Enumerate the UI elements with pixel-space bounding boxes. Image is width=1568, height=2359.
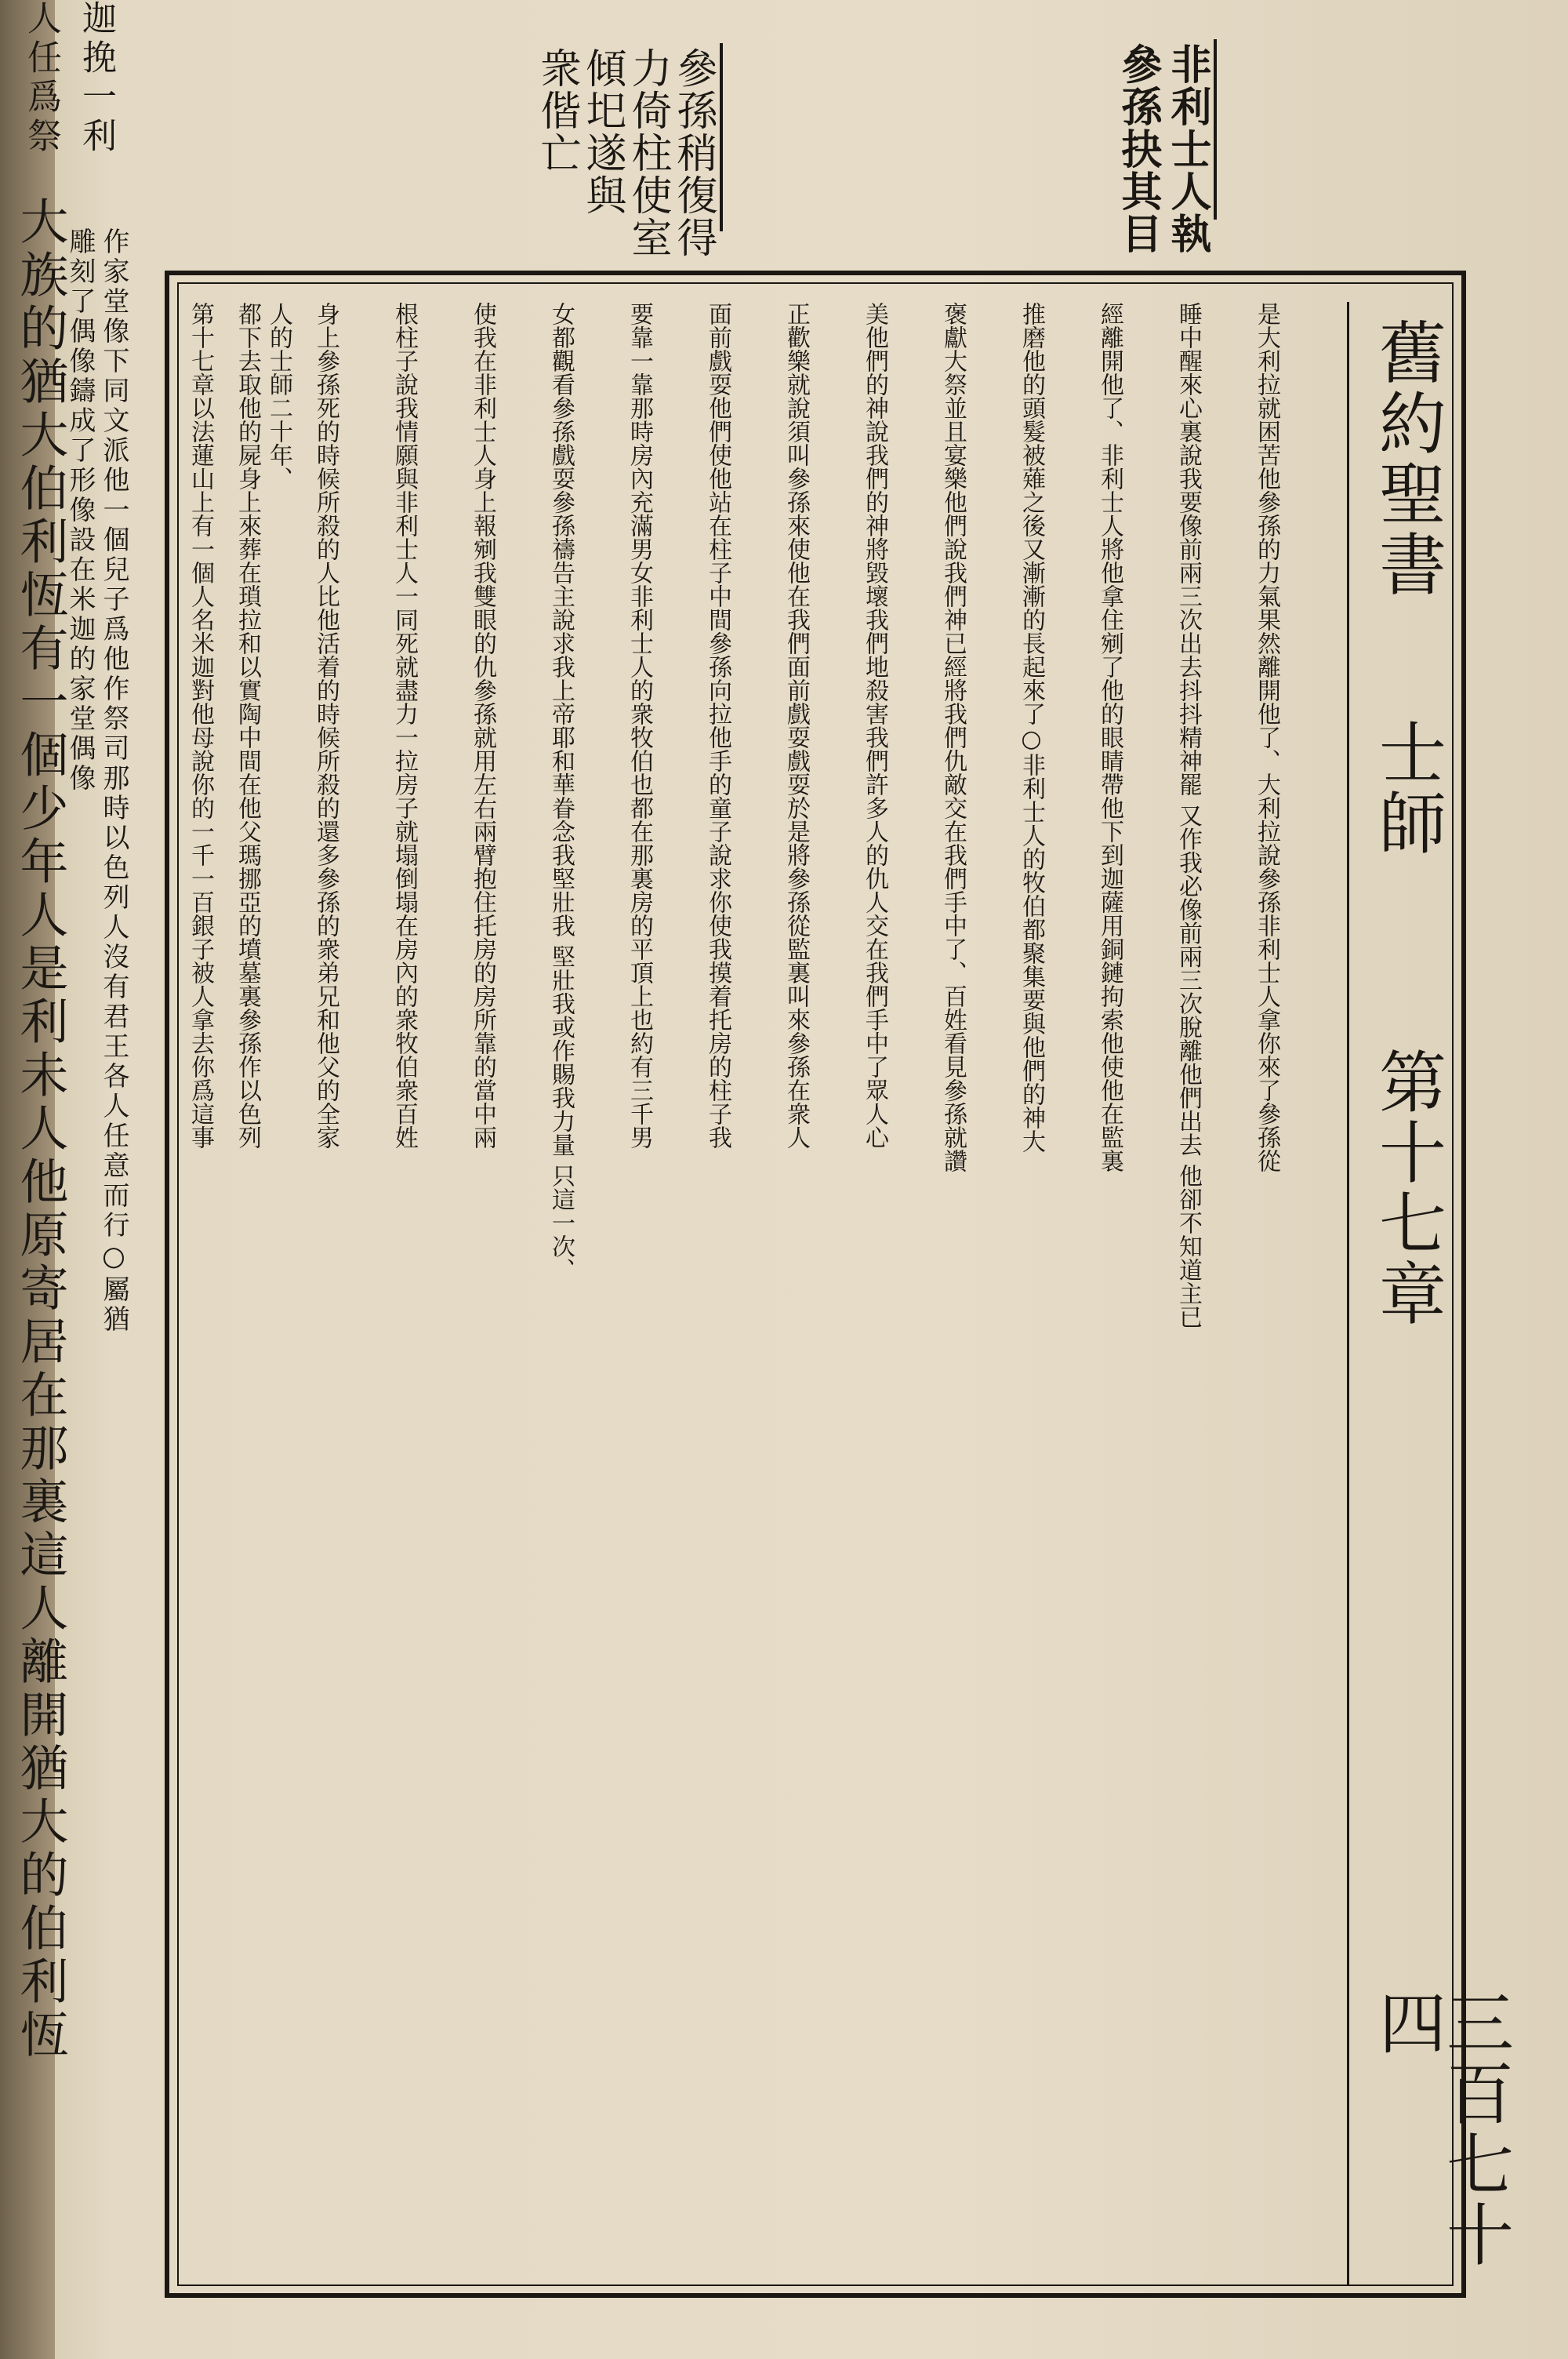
text-column: 推磨他的頭髮被薙之後又漸漸的長起來了○非利士人的牧伯都聚集要與他們的神大 (1018, 302, 1045, 1153)
section-title: 士師 (1367, 718, 1446, 859)
top-note-5: 傾圯遂與 (579, 47, 626, 216)
text-column: 正歡樂就說須叫參孫來使他在我們面前戲耍戲耍於是將參孫從監裏叫來參孫在衆人 (782, 302, 810, 1149)
top-note-1: 非利士人執 (1163, 43, 1211, 255)
left-fragment-1: 大族的猶大伯利恆有一個少年人是利未人他原寄居在那裏這人離開猶大的伯利恆 (12, 196, 69, 2063)
text-column: 女都觀看參孫戲耍參孫禱告主說求我上帝耶和華眷念我堅壯我 堅壯我或作賜我力量 只這一次、 (547, 302, 575, 1282)
text-column: 根柱子說我情願與非利士人一同死就盡力一拉房子就塌倒塌在房內的衆牧伯衆百姓 (390, 302, 418, 1149)
text-column: 身上參孫死的時候所殺的人比他活着的時候所殺的還多參孫的衆弟兄和他父的全家 (312, 302, 339, 1149)
text-column: 人的士師二十年、 (265, 302, 292, 490)
chapter-title: 第十七章 (1367, 1047, 1446, 1329)
text-column: 是大利拉就困苦他參孫的力氣果然離開他了、大利拉說參孫非利士人拿你來了參孫從 (1253, 302, 1280, 1172)
note-bracket-1 (1214, 39, 1217, 220)
top-note-2: 參孫抉其目 (1114, 43, 1162, 255)
text-column: 都下去取他的屍身上來葬在瑣拉和以實陶中間在他父瑪挪亞的墳墓裏參孫作以色列 (234, 302, 261, 1149)
left-fragment-2: 雕刻了偶像鑄成了形像設在米迦的家堂偶像 (64, 227, 96, 794)
top-note-4: 力倚柱使室 (624, 47, 671, 259)
note-bracket-2 (720, 43, 723, 231)
left-page-sliver (0, 0, 165, 2359)
left-fragment-5: 人任爲祭 (21, 0, 61, 157)
text-column: 要靠一靠那時房內充滿男女非利士人的衆牧伯也都在那裏房的平頂上也約有三千男 (626, 302, 653, 1149)
top-note-6: 衆偕亡 (533, 47, 580, 174)
text-column: 褒獻大祭並且宴樂他們說我們神已經將我們仇敵交在我們手中了、百姓看見參孫就讚 (939, 302, 967, 1172)
text-column: 美他們的神說我們的神將毀壞我們地殺害我們許多人的仇人交在我們手中了眾人心 (861, 302, 888, 1149)
text-column: 面前戲耍他們使他站在柱子中間參孫向拉他手的童子說求你使我摸着托房的柱子我 (704, 302, 731, 1149)
top-note-3: 參孫稍復得 (670, 47, 717, 259)
book-title: 舊約聖書 (1367, 318, 1446, 600)
text-column: 經離開他了、非利士人將他拿住剜了他的眼睛帶他下到迦薩用銅鏈拘索他使他在監裏 (1096, 302, 1123, 1172)
text-column: 睡中醒來心裏說我要像前兩三次出去抖抖精神罷 又作我必像前兩三次脫離他們出去 他卻不知道主已 (1174, 302, 1202, 1329)
running-header (1347, 302, 1513, 2286)
text-column-chapter-start: 第十七章以法蓮山上有一個人名米迦對他母說你的一千一百銀子被人拿去你爲這事 (187, 302, 214, 1149)
text-column: 使我在非利士人身上報剜我雙眼的仇參孫就用左右兩臂抱住托房的房所靠的當中兩 (469, 302, 496, 1149)
left-fragment-4: 迦挽一利 (76, 0, 116, 157)
left-fragment-3: 作家堂像下同文派他一個兒子爲他作祭司那時以色列人沒有君王各人任意而行○屬猶 (98, 227, 129, 1335)
page-number: 三百七十四 (1367, 1988, 1513, 2270)
